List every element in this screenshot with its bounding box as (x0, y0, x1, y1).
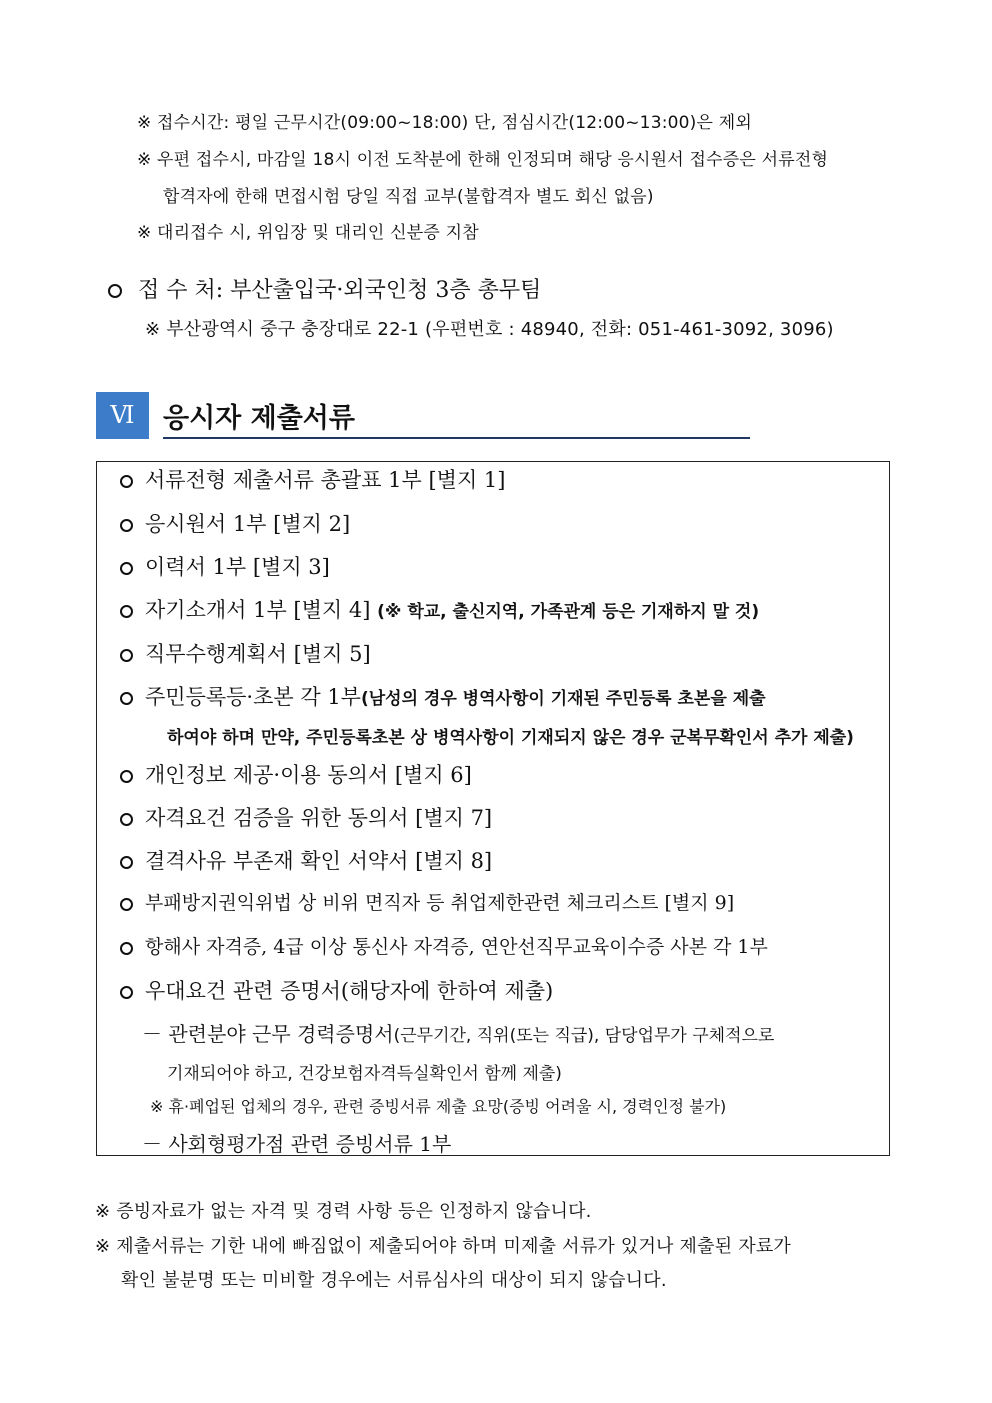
item-note: (남성의 경우 병역사항이 기재된 주민등록 초본을 제출 (360, 689, 766, 709)
career-note: ※ 휴·폐업된 업체의 경우, 관련 증빙서류 제출 요망(증빙 어려울 시, 경력인정 불가) (150, 1097, 727, 1116)
reception-place (108, 273, 541, 304)
section-title: 응시자 제출서류 (163, 403, 355, 434)
circle-bullet-icon (120, 813, 133, 826)
list-item: 자기소개서 1부 [별지 4] (※ 학교, 출신지역, 가족관계 등은 기재하지 말 것) (120, 594, 759, 624)
career-detail-continuation: 기재되어야 하고, 건강보험자격득실확인서 함께 제출) (167, 1064, 562, 1084)
circle-bullet-icon (120, 562, 133, 575)
reception-address: ※ 부산광역시 중구 충장대로 22-1 (우편번호 : 48940, 전화: 051-461-3092, 3096) (145, 319, 834, 340)
note-postal-reception: ※ 우편 접수시, 마감일 18시 이전 도착분에 한해 인정되며 해당 응시원서 접수증은 서류전형 (137, 150, 829, 170)
list-item: 항해사 자격증, 4급 이상 통신사 자격증, 연안선직무교육이수증 사본 각 1부 (120, 932, 768, 959)
career-detail: (근무기간, 직위(또는 직급), 담당업무가 구체적으로 (393, 1026, 775, 1046)
circle-bullet-icon (120, 856, 133, 869)
circle-bullet-icon (120, 692, 133, 705)
list-item: 응시원서 1부 [별지 2] (120, 508, 350, 538)
section-underline (163, 437, 750, 439)
list-item: 직무수행계획서 [별지 5] (120, 638, 371, 668)
list-item: 우대요건 관련 증명서(해당자에 한하여 제출) (120, 975, 553, 1005)
circle-bullet-icon (120, 942, 133, 955)
circle-bullet-icon (120, 475, 133, 488)
circle-bullet-icon (120, 605, 133, 618)
circle-bullet-icon (120, 770, 133, 783)
circle-bullet-icon (120, 986, 133, 999)
sub-item-social: － 사회형평가점 관련 증빙서류 1부 (142, 1132, 452, 1156)
circle-bullet-icon (120, 649, 133, 662)
bottom-note-evidence: ※ 증빙자료가 없는 자격 및 경력 사항 등은 인정하지 않습니다. (95, 1201, 592, 1222)
note-proxy-reception: ※ 대리접수 시, 위임장 및 대리인 신분증 지참 (137, 223, 479, 243)
list-item: 이력서 1부 [별지 3] (120, 551, 330, 581)
circle-bullet-icon (108, 284, 122, 298)
note-reception-hours: ※ 접수시간: 평일 근무시간(09:00~18:00) 단, 점심시간(12:00~13:00)은 제외 (137, 113, 752, 133)
section-number-badge: Ⅵ (96, 392, 149, 439)
circle-bullet-icon (120, 898, 133, 911)
item-note-continuation: 하여야 하며 만약, 주민등록초본 상 병역사항이 기재되지 않은 경우 군복무확인서 추가 제출) (167, 728, 854, 748)
reception-label: 접 수 처: 부산출입국·외국인청 3층 총무팀 (138, 278, 542, 303)
note-postal-reception-cont: 합격자에 한해 면접시험 당일 직접 교부(불합격자 별도 회신 없음) (163, 187, 654, 207)
circle-bullet-icon (120, 519, 133, 532)
list-item: 개인정보 제공·이용 동의서 [별지 6] (120, 759, 472, 789)
item-note: (※ 학교, 출신지역, 가족관계 등은 기재하지 말 것) (377, 602, 760, 622)
bottom-note-submission: ※ 제출서류는 기한 내에 빠짐없이 제출되어야 하며 미제출 서류가 있거나 제출된 자료가 (95, 1236, 791, 1257)
sub-item-career (142, 1018, 774, 1047)
list-item: 부패방지권익위법 상 비위 면직자 등 취업제한관련 체크리스트 [별지 9] (120, 888, 734, 915)
bottom-note-submission-cont: 확인 불분명 또는 미비할 경우에는 서류심사의 대상이 되지 않습니다. (121, 1270, 667, 1291)
list-item: 자격요건 검증을 위한 동의서 [별지 7] (120, 802, 492, 832)
career-title: － 관련분야 근무 경력증명서 (142, 1022, 394, 1046)
list-item: 주민등록등·초본 각 1부(남성의 경우 병역사항이 기재된 주민등록 초본을 제출 (120, 681, 766, 711)
list-item: 서류전형 제출서류 총괄표 1부 [별지 1] (120, 464, 506, 494)
list-item: 결격사유 부존재 확인 서약서 [별지 8] (120, 845, 492, 875)
